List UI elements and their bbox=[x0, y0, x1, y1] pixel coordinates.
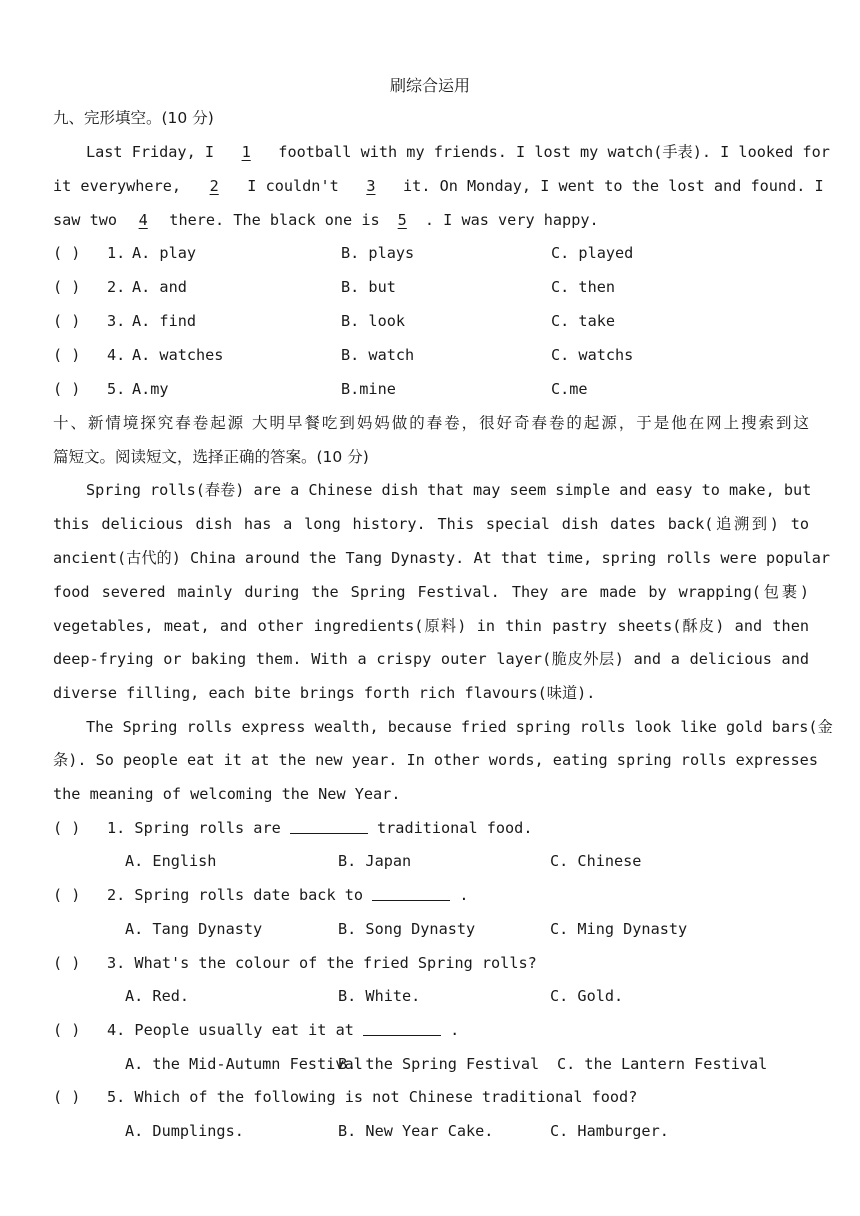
option-a[interactable]: A. find bbox=[132, 312, 197, 330]
question-number: 2. bbox=[107, 278, 126, 296]
option-a[interactable]: A. Tang Dynasty bbox=[125, 920, 263, 938]
cloze-line-2 bbox=[53, 176, 824, 196]
answer-paren[interactable]: ( ) bbox=[53, 278, 81, 296]
option-b[interactable]: B.mine bbox=[341, 380, 396, 398]
answer-paren[interactable]: ( ) bbox=[53, 1021, 81, 1039]
option-b[interactable]: B. watch bbox=[341, 346, 415, 364]
reading-line: the meaning of welcoming the New Year. bbox=[53, 785, 401, 803]
cloze-blank-4[interactable]: 4 bbox=[138, 211, 148, 229]
reading-line: ancient(古代的) China around the Tang Dynasty. At that time, spring rolls were popular bbox=[53, 549, 831, 567]
stem-text: 4. People usually eat it at bbox=[107, 1021, 364, 1039]
cloze-text: . I was very happy. bbox=[415, 211, 599, 229]
page-title: 刷综合运用 bbox=[389, 76, 470, 95]
option-c[interactable]: C. Ming Dynasty bbox=[550, 920, 688, 938]
option-c[interactable]: C. played bbox=[551, 244, 634, 262]
option-a[interactable]: A. and bbox=[132, 278, 187, 296]
option-a[interactable]: A. play bbox=[132, 244, 197, 262]
option-c[interactable]: C. Hamburger. bbox=[550, 1122, 669, 1140]
option-a[interactable]: A. the Mid-Autumn Festival bbox=[125, 1055, 363, 1073]
option-b[interactable]: B. Japan bbox=[338, 852, 412, 870]
option-a[interactable]: A. English bbox=[125, 852, 217, 870]
cloze-text: I couldn't bbox=[238, 177, 348, 195]
cloze-blank-5[interactable]: 5 bbox=[397, 211, 407, 229]
option-c[interactable]: C. watchs bbox=[551, 346, 634, 364]
question-number: 4. bbox=[107, 346, 126, 364]
section9-heading: 九、完形填空。(10 分) bbox=[53, 109, 214, 127]
answer-paren[interactable]: ( ) bbox=[53, 1088, 81, 1106]
cloze-text: it. On Monday, I went to the lost and found. I bbox=[393, 177, 824, 195]
stem-text: 2. Spring rolls date back to bbox=[107, 886, 373, 904]
reading-line: food severed mainly during the Spring Festival. They are made by wrapping(包裹) bbox=[53, 583, 809, 601]
question-stem bbox=[107, 1020, 459, 1040]
reading-line: 条). So people eat it at the new year. In other words, eating spring rolls expresses bbox=[53, 751, 818, 769]
reading-line: deep-frying or baking them. With a crispy outer layer(脆皮外层) and a delicious and bbox=[53, 650, 809, 668]
answer-paren[interactable]: ( ) bbox=[53, 346, 81, 364]
cloze-text: there. The black one is bbox=[160, 211, 389, 229]
answer-paren[interactable]: ( ) bbox=[53, 312, 81, 330]
answer-blank[interactable] bbox=[372, 886, 450, 901]
stem-text: . bbox=[441, 1021, 460, 1039]
question-stem: 5. Which of the following is not Chinese traditional food? bbox=[107, 1088, 638, 1106]
option-b[interactable]: B. but bbox=[341, 278, 396, 296]
option-c[interactable]: C. then bbox=[551, 278, 616, 296]
option-a[interactable]: A.my bbox=[132, 380, 169, 398]
cloze-text: it everywhere, bbox=[53, 177, 191, 195]
answer-paren[interactable]: ( ) bbox=[53, 819, 81, 837]
stem-text: traditional food. bbox=[367, 819, 533, 837]
question-number: 5. bbox=[107, 380, 126, 398]
question-stem bbox=[107, 818, 532, 838]
question-stem bbox=[107, 885, 468, 905]
option-b[interactable]: B. look bbox=[341, 312, 406, 330]
section10-heading-line-1: 十、新情境探究春卷起源 大明早餐吃到妈妈做的春卷，很好奇春卷的起源，于是他在网上搜索到这 bbox=[53, 414, 809, 432]
answer-paren[interactable]: ( ) bbox=[53, 886, 81, 904]
cloze-text: saw two bbox=[53, 211, 127, 229]
section10-heading-line-2: 篇短文。阅读短文，选择正确的答案。(10 分) bbox=[53, 448, 369, 466]
option-b[interactable]: B. plays bbox=[341, 244, 415, 262]
answer-paren[interactable]: ( ) bbox=[53, 244, 81, 262]
option-b[interactable]: B. New Year Cake. bbox=[338, 1122, 494, 1140]
answer-paren[interactable]: ( ) bbox=[53, 954, 81, 972]
cloze-line-1 bbox=[86, 142, 830, 162]
cloze-blank-2[interactable]: 2 bbox=[209, 177, 219, 195]
option-c[interactable]: C. Chinese bbox=[550, 852, 642, 870]
option-b[interactable]: B. Song Dynasty bbox=[338, 920, 476, 938]
cloze-blank-1[interactable]: 1 bbox=[241, 143, 251, 161]
reading-line: this delicious dish has a long history. This special dish dates back(追溯到) to bbox=[53, 515, 809, 533]
reading-line: diverse filling, each bite brings forth rich flavours(味道). bbox=[53, 684, 596, 702]
answer-blank[interactable] bbox=[363, 1021, 441, 1036]
cloze-text: Last Friday, I bbox=[86, 143, 224, 161]
stem-text: 1. Spring rolls are bbox=[107, 819, 290, 837]
option-a[interactable]: A. Dumplings. bbox=[125, 1122, 244, 1140]
option-a[interactable]: A. Red. bbox=[125, 987, 190, 1005]
option-c[interactable]: C.me bbox=[551, 380, 588, 398]
question-stem: 3. What's the colour of the fried Spring rolls? bbox=[107, 954, 537, 972]
cloze-line-3 bbox=[53, 210, 809, 230]
answer-paren[interactable]: ( ) bbox=[53, 380, 81, 398]
option-c[interactable]: C. the Lantern Festival bbox=[557, 1055, 768, 1073]
cloze-blank-3[interactable]: 3 bbox=[366, 177, 376, 195]
reading-line: The Spring rolls express wealth, because fried spring rolls look like gold bars(金 bbox=[86, 718, 833, 736]
question-number: 1. bbox=[107, 244, 126, 262]
answer-blank[interactable] bbox=[290, 819, 368, 834]
option-b[interactable]: B. the Spring Festival bbox=[338, 1055, 540, 1073]
option-b[interactable]: B. White. bbox=[338, 987, 421, 1005]
reading-line: Spring rolls(春卷) are a Chinese dish that may seem simple and easy to make, but bbox=[86, 481, 812, 499]
option-c[interactable]: C. Gold. bbox=[550, 987, 624, 1005]
stem-text: . bbox=[450, 886, 469, 904]
cloze-text: football with my friends. I lost my watch(手表). I looked for bbox=[269, 143, 830, 161]
option-c[interactable]: C. take bbox=[551, 312, 616, 330]
question-number: 3. bbox=[107, 312, 126, 330]
reading-line: vegetables, meat, and other ingredients(原料) in thin pastry sheets(酥皮) and then bbox=[53, 617, 809, 635]
option-a[interactable]: A. watches bbox=[132, 346, 224, 364]
